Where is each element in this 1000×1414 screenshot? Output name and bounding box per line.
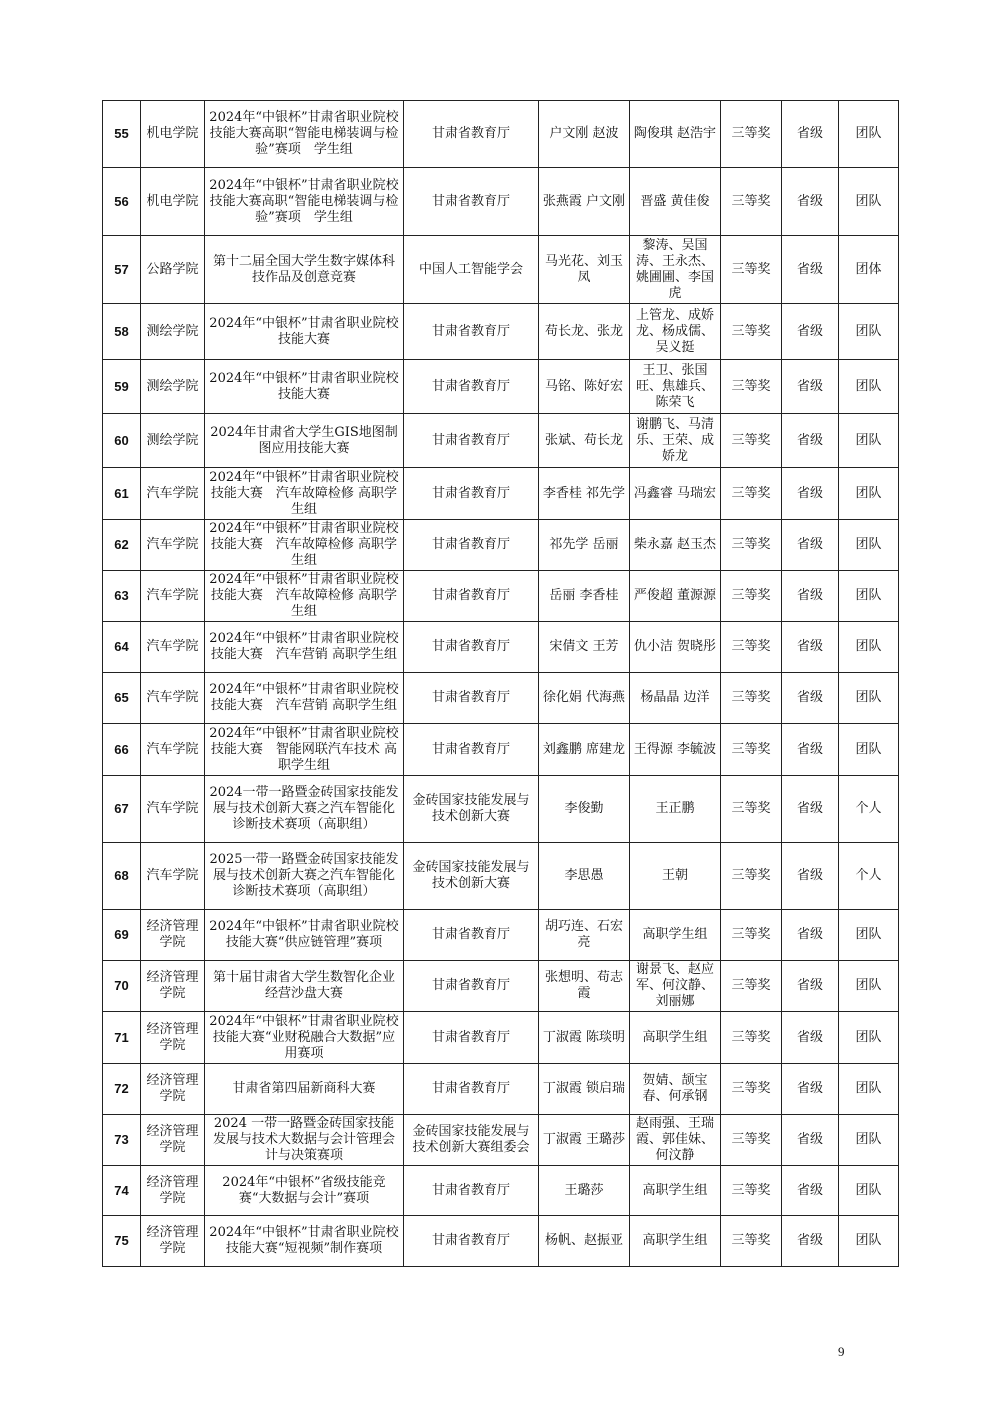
type-cell: 团队: [839, 1166, 899, 1216]
students-cell: 陶俊琪 赵浩宇: [630, 101, 721, 168]
table-row: [103, 673, 899, 724]
table-row: [103, 468, 899, 520]
students-cell: 王卫、张国旺、焦雄兵、陈荣飞: [630, 360, 721, 414]
organizer-cell: 金砖国家技能发展与技术创新大赛组委会: [404, 1115, 539, 1166]
students-cell: 冯鑫睿 马瑞宏: [630, 468, 721, 520]
teachers-cell: 张燕霞 户文刚: [539, 168, 630, 236]
award-cell: 三等奖: [721, 843, 782, 910]
college-cell: 汽车学院: [141, 724, 205, 776]
competition-cell: 2024年“中银杯”甘肃省职业院校技能大赛高职“智能电梯装调与检验”赛项 学生组: [205, 168, 404, 236]
table-row: [103, 520, 899, 571]
type-cell: 团体: [839, 236, 899, 304]
row-number: 67: [103, 776, 141, 843]
type-cell: 团队: [839, 520, 899, 571]
students-cell: 柴永嘉 赵玉杰: [630, 520, 721, 571]
college-cell: 经济管理学院: [141, 1216, 205, 1267]
award-cell: 三等奖: [721, 1115, 782, 1166]
students-cell: 谢景飞、赵应军、何汶静、刘丽娜: [630, 961, 721, 1012]
award-cell: 三等奖: [721, 1166, 782, 1216]
students-cell: 杨晶晶 边洋: [630, 673, 721, 724]
college-cell: 公路学院: [141, 236, 205, 304]
row-number: 60: [103, 414, 141, 468]
row-number: 72: [103, 1064, 141, 1115]
students-cell: 高职学生组: [630, 1166, 721, 1216]
row-number: 75: [103, 1216, 141, 1267]
organizer-cell: 金砖国家技能发展与技术创新大赛: [404, 843, 539, 910]
teachers-cell: 丁淑霞 陈琰明: [539, 1012, 630, 1064]
row-number: 62: [103, 520, 141, 571]
award-cell: 三等奖: [721, 673, 782, 724]
type-cell: 团队: [839, 724, 899, 776]
organizer-cell: 甘肃省教育厅: [404, 1064, 539, 1115]
table-row: [103, 1064, 899, 1115]
competition-cell: 2024年“中银杯”甘肃省职业院校技能大赛“短视频”制作赛项: [205, 1216, 404, 1267]
college-cell: 机电学院: [141, 101, 205, 168]
row-number: 64: [103, 622, 141, 673]
level-cell: 省级: [782, 724, 839, 776]
award-cell: 三等奖: [721, 101, 782, 168]
organizer-cell: 甘肃省教育厅: [404, 520, 539, 571]
table-row: [103, 622, 899, 673]
level-cell: 省级: [782, 168, 839, 236]
award-cell: 三等奖: [721, 414, 782, 468]
award-cell: 三等奖: [721, 1216, 782, 1267]
teachers-cell: 张想明、苟志霞: [539, 961, 630, 1012]
row-number: 59: [103, 360, 141, 414]
row-number: 65: [103, 673, 141, 724]
competition-cell: 2024一带一路暨金砖国家技能发展与技术创新大赛之汽车智能化诊断技术赛项（高职组）: [205, 776, 404, 843]
students-cell: 仇小洁 贺晓彤: [630, 622, 721, 673]
type-cell: 团队: [839, 414, 899, 468]
type-cell: 个人: [839, 776, 899, 843]
students-cell: 王得源 李毓波: [630, 724, 721, 776]
level-cell: 省级: [782, 236, 839, 304]
table-row: [103, 843, 899, 910]
table-row: [103, 304, 899, 360]
award-cell: 三等奖: [721, 571, 782, 622]
award-cell: 三等奖: [721, 910, 782, 961]
award-cell: 三等奖: [721, 520, 782, 571]
college-cell: 经济管理学院: [141, 1115, 205, 1166]
competition-cell: 2024年“中银杯”甘肃省职业院校技能大赛 汽车故障检修 高职学生组: [205, 468, 404, 520]
students-cell: 晋盛 黄佳俊: [630, 168, 721, 236]
table-row: [103, 776, 899, 843]
type-cell: 团队: [839, 961, 899, 1012]
college-cell: 汽车学院: [141, 776, 205, 843]
competition-cell: 2024年“中银杯”甘肃省职业院校技能大赛 汽车营销 高职学生组: [205, 622, 404, 673]
type-cell: 团队: [839, 622, 899, 673]
competition-cell: 2024年“中银杯”甘肃省职业院校技能大赛 汽车故障检修 高职学生组: [205, 571, 404, 622]
table-row: [103, 360, 899, 414]
organizer-cell: 甘肃省教育厅: [404, 101, 539, 168]
students-cell: 黎涛、吴国涛、王永杰、姚圃圃、李国虎: [630, 236, 721, 304]
row-number: 55: [103, 101, 141, 168]
organizer-cell: 甘肃省教育厅: [404, 673, 539, 724]
college-cell: 经济管理学院: [141, 910, 205, 961]
level-cell: 省级: [782, 1216, 839, 1267]
level-cell: 省级: [782, 1012, 839, 1064]
table-row: [103, 571, 899, 622]
row-number: 69: [103, 910, 141, 961]
level-cell: 省级: [782, 776, 839, 843]
competition-cell: 2024年“中银杯”甘肃省职业院校技能大赛 汽车故障检修 高职学生组: [205, 520, 404, 571]
teachers-cell: 丁淑霞 锁启瑞: [539, 1064, 630, 1115]
table-row: [103, 101, 899, 168]
table-row: [103, 910, 899, 961]
teachers-cell: 徐化娟 代海燕: [539, 673, 630, 724]
college-cell: 经济管理学院: [141, 1064, 205, 1115]
college-cell: 汽车学院: [141, 843, 205, 910]
type-cell: 团队: [839, 1115, 899, 1166]
row-number: 70: [103, 961, 141, 1012]
competition-cell: 2024年“中银杯”省级技能竞赛“大数据与会计”赛项: [205, 1166, 404, 1216]
college-cell: 经济管理学院: [141, 1012, 205, 1064]
award-cell: 三等奖: [721, 1012, 782, 1064]
students-cell: 王正鹏: [630, 776, 721, 843]
level-cell: 省级: [782, 571, 839, 622]
type-cell: 团队: [839, 1064, 899, 1115]
students-cell: 高职学生组: [630, 910, 721, 961]
teachers-cell: 李思愚: [539, 843, 630, 910]
level-cell: 省级: [782, 101, 839, 168]
organizer-cell: 甘肃省教育厅: [404, 304, 539, 360]
level-cell: 省级: [782, 1166, 839, 1216]
award-cell: 三等奖: [721, 304, 782, 360]
type-cell: 团队: [839, 673, 899, 724]
competition-cell: 第十届甘肃省大学生数智化企业经营沙盘大赛: [205, 961, 404, 1012]
row-number: 56: [103, 168, 141, 236]
organizer-cell: 甘肃省教育厅: [404, 168, 539, 236]
teachers-cell: 王璐莎: [539, 1166, 630, 1216]
table-row: [103, 1216, 899, 1267]
type-cell: 团队: [839, 304, 899, 360]
level-cell: 省级: [782, 622, 839, 673]
organizer-cell: 甘肃省教育厅: [404, 724, 539, 776]
students-cell: 严俊超 董源源: [630, 571, 721, 622]
organizer-cell: 甘肃省教育厅: [404, 414, 539, 468]
award-cell: 三等奖: [721, 360, 782, 414]
level-cell: 省级: [782, 304, 839, 360]
organizer-cell: 甘肃省教育厅: [404, 571, 539, 622]
students-cell: 高职学生组: [630, 1216, 721, 1267]
organizer-cell: 甘肃省教育厅: [404, 1166, 539, 1216]
competition-cell: 2024年“中银杯”甘肃省职业院校技能大赛 智能网联汽车技术 高职学生组: [205, 724, 404, 776]
teachers-cell: 张斌、苟长龙: [539, 414, 630, 468]
competition-cell: 2024年甘肃省大学生GIS地图制图应用技能大赛: [205, 414, 404, 468]
teachers-cell: 祁先学 岳丽: [539, 520, 630, 571]
competition-cell: 2024年“中银杯”甘肃省职业院校技能大赛 汽车营销 高职学生组: [205, 673, 404, 724]
row-number: 73: [103, 1115, 141, 1166]
awards-table-body: [103, 101, 899, 1267]
award-cell: 三等奖: [721, 168, 782, 236]
level-cell: 省级: [782, 910, 839, 961]
award-cell: 三等奖: [721, 1064, 782, 1115]
award-cell: 三等奖: [721, 724, 782, 776]
students-cell: 赵雨强、王瑞霞、郭佳妹、何汶静: [630, 1115, 721, 1166]
college-cell: 汽车学院: [141, 571, 205, 622]
college-cell: 机电学院: [141, 168, 205, 236]
row-number: 68: [103, 843, 141, 910]
award-cell: 三等奖: [721, 468, 782, 520]
students-cell: 谢鹏飞、马清乐、王荣、成娇龙: [630, 414, 721, 468]
students-cell: 王朝: [630, 843, 721, 910]
row-number: 61: [103, 468, 141, 520]
teachers-cell: 苟长龙、张龙: [539, 304, 630, 360]
level-cell: 省级: [782, 1064, 839, 1115]
awards-table: [102, 100, 899, 1267]
competition-cell: 2025一带一路暨金砖国家技能发展与技术创新大赛之汽车智能化诊断技术赛项（高职组）: [205, 843, 404, 910]
organizer-cell: 甘肃省教育厅: [404, 910, 539, 961]
organizer-cell: 中国人工智能学会: [404, 236, 539, 304]
teachers-cell: 杨帆、赵振亚: [539, 1216, 630, 1267]
college-cell: 汽车学院: [141, 673, 205, 724]
teachers-cell: 李俊勤: [539, 776, 630, 843]
table-row: [103, 1166, 899, 1216]
award-cell: 三等奖: [721, 622, 782, 673]
type-cell: 团队: [839, 168, 899, 236]
organizer-cell: 甘肃省教育厅: [404, 1216, 539, 1267]
competition-cell: 2024年“中银杯”甘肃省职业院校技能大赛高职“智能电梯装调与检验”赛项 学生组: [205, 101, 404, 168]
award-cell: 三等奖: [721, 776, 782, 843]
level-cell: 省级: [782, 843, 839, 910]
table-row: [103, 168, 899, 236]
college-cell: 测绘学院: [141, 414, 205, 468]
organizer-cell: 金砖国家技能发展与技术创新大赛: [404, 776, 539, 843]
type-cell: 个人: [839, 843, 899, 910]
competition-cell: 甘肃省第四届新商科大赛: [205, 1064, 404, 1115]
award-cell: 三等奖: [721, 236, 782, 304]
teachers-cell: 马铭、陈好宏: [539, 360, 630, 414]
row-number: 57: [103, 236, 141, 304]
teachers-cell: 马光花、刘玉凤: [539, 236, 630, 304]
college-cell: 经济管理学院: [141, 961, 205, 1012]
competition-cell: 2024年“中银杯”甘肃省职业院校技能大赛: [205, 304, 404, 360]
competition-cell: 第十二届全国大学生数字媒体科技作品及创意竞赛: [205, 236, 404, 304]
level-cell: 省级: [782, 961, 839, 1012]
teachers-cell: 胡巧连、石宏亮: [539, 910, 630, 961]
type-cell: 团队: [839, 1012, 899, 1064]
page-number: 9: [838, 1344, 845, 1359]
college-cell: 测绘学院: [141, 304, 205, 360]
table-row: [103, 1115, 899, 1166]
teachers-cell: 户文刚 赵波: [539, 101, 630, 168]
organizer-cell: 甘肃省教育厅: [404, 622, 539, 673]
organizer-cell: 甘肃省教育厅: [404, 360, 539, 414]
award-cell: 三等奖: [721, 961, 782, 1012]
row-number: 71: [103, 1012, 141, 1064]
level-cell: 省级: [782, 414, 839, 468]
type-cell: 团队: [839, 1216, 899, 1267]
table-row: [103, 724, 899, 776]
competition-cell: 2024年“中银杯”甘肃省职业院校技能大赛: [205, 360, 404, 414]
table-row: [103, 414, 899, 468]
level-cell: 省级: [782, 520, 839, 571]
row-number: 74: [103, 1166, 141, 1216]
teachers-cell: 李香桂 祁先学: [539, 468, 630, 520]
level-cell: 省级: [782, 360, 839, 414]
type-cell: 团队: [839, 360, 899, 414]
type-cell: 团队: [839, 101, 899, 168]
organizer-cell: 甘肃省教育厅: [404, 468, 539, 520]
college-cell: 汽车学院: [141, 468, 205, 520]
college-cell: 汽车学院: [141, 622, 205, 673]
row-number: 58: [103, 304, 141, 360]
table-row: [103, 236, 899, 304]
students-cell: 贺婧、颉宝春、何承钢: [630, 1064, 721, 1115]
students-cell: 上管龙、成娇龙、杨成儒、吴义挺: [630, 304, 721, 360]
competition-cell: 2024年“中银杯”甘肃省职业院校技能大赛“业财税融合大数据”应用赛项: [205, 1012, 404, 1064]
teachers-cell: 岳丽 李香桂: [539, 571, 630, 622]
organizer-cell: 甘肃省教育厅: [404, 1012, 539, 1064]
type-cell: 团队: [839, 468, 899, 520]
college-cell: 经济管理学院: [141, 1166, 205, 1216]
table-row: [103, 1012, 899, 1064]
type-cell: 团队: [839, 910, 899, 961]
competition-cell: 2024年“中银杯”甘肃省职业院校技能大赛“供应链管理”赛项: [205, 910, 404, 961]
table-row: [103, 961, 899, 1012]
row-number: 63: [103, 571, 141, 622]
students-cell: 高职学生组: [630, 1012, 721, 1064]
organizer-cell: 甘肃省教育厅: [404, 961, 539, 1012]
type-cell: 团队: [839, 571, 899, 622]
competition-cell: 2024 一带一路暨金砖国家技能发展与技术大数据与会计管理会计与决策赛项: [205, 1115, 404, 1166]
teachers-cell: 宋倩文 王芳: [539, 622, 630, 673]
college-cell: 测绘学院: [141, 360, 205, 414]
level-cell: 省级: [782, 673, 839, 724]
college-cell: 汽车学院: [141, 520, 205, 571]
level-cell: 省级: [782, 1115, 839, 1166]
teachers-cell: 刘鑫鹏 席建龙: [539, 724, 630, 776]
row-number: 66: [103, 724, 141, 776]
teachers-cell: 丁淑霞 王璐莎: [539, 1115, 630, 1166]
level-cell: 省级: [782, 468, 839, 520]
